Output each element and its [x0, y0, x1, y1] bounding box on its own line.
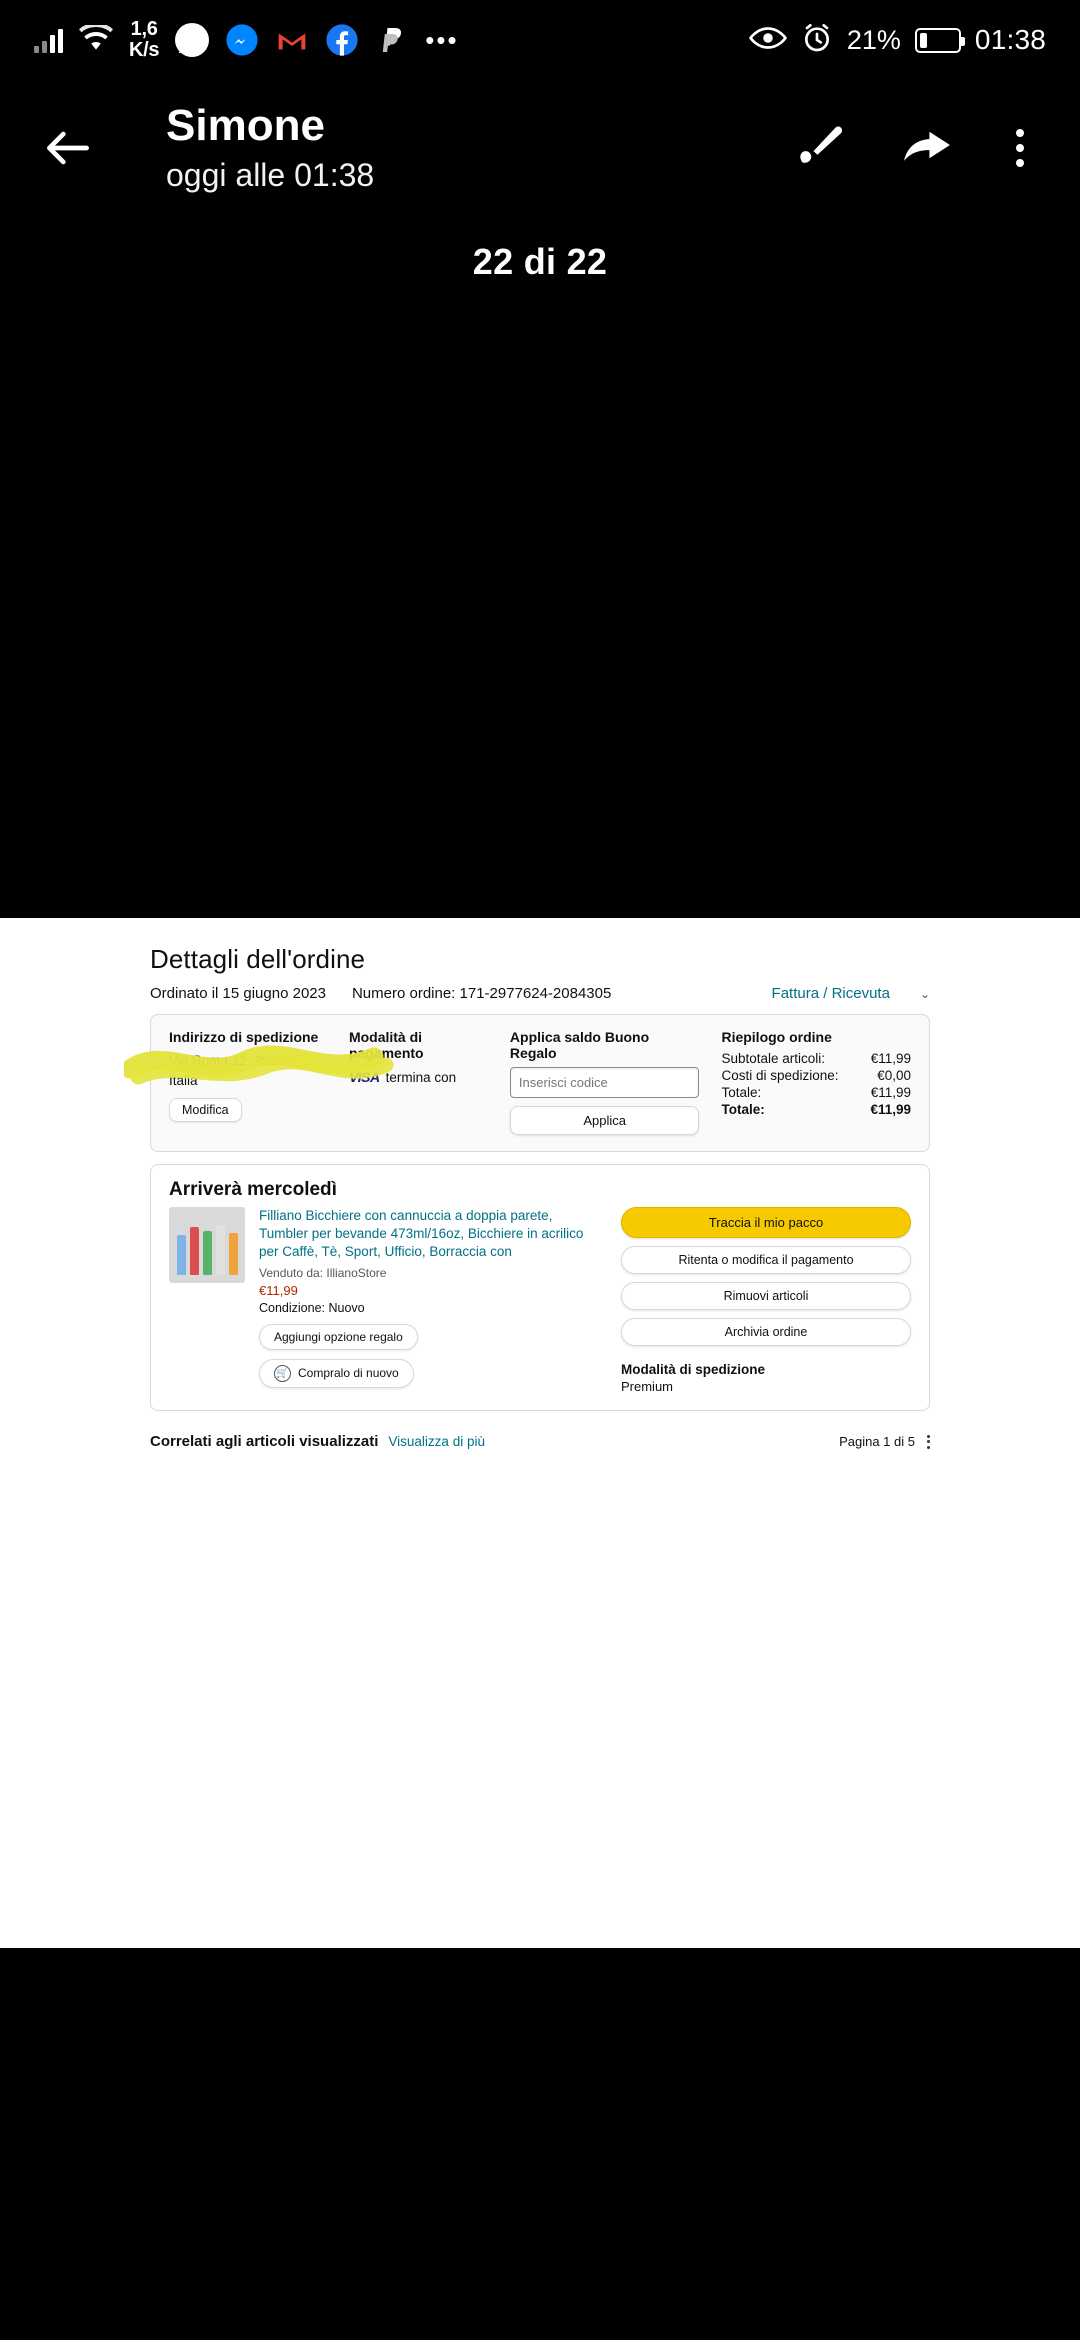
status-bar: [0, 0, 1080, 80]
related-items-more-link[interactable]: Visualizza di più: [388, 1434, 485, 1449]
apply-giftcard-button[interactable]: Applica: [510, 1106, 700, 1135]
product-thumbnail[interactable]: [169, 1207, 245, 1283]
status-clock: 01:38: [974, 24, 1046, 55]
page-counter: 22 di 22: [472, 241, 608, 282]
product-condition: Condizione: Nuovo: [259, 1300, 365, 1315]
order-summary-column: [721, 1029, 911, 1135]
markup-brush-icon[interactable]: [792, 117, 848, 178]
remove-items-button[interactable]: Rimuovi articoli: [621, 1282, 911, 1310]
summary-row-subtotal: [721, 1051, 911, 1066]
add-gift-option-button[interactable]: [259, 1324, 418, 1350]
messenger-icon: [225, 23, 259, 57]
invoice-link[interactable]: Fattura / Ricevuta: [771, 985, 890, 1002]
giftcard-column: [510, 1029, 700, 1135]
edit-address-button[interactable]: Modifica: [169, 1098, 242, 1122]
summary-grandtotal-label: Totale:: [721, 1102, 765, 1117]
track-package-button[interactable]: Traccia il mio pacco: [621, 1207, 911, 1238]
summary-row-total: [721, 1085, 911, 1100]
paypal-icon: [375, 23, 409, 57]
back-arrow-icon[interactable]: [40, 120, 96, 176]
product-seller: Venduto da: IllianoStore: [259, 1265, 387, 1280]
product-info: [259, 1207, 603, 1394]
payment-method-column: [349, 1029, 488, 1135]
payment-method-value: [349, 1067, 488, 1088]
giftcard-header: Applica saldo Buono Regalo: [509, 1029, 650, 1061]
eye-icon: [749, 25, 787, 56]
shipping-address-column: [169, 1029, 327, 1135]
archive-order-button[interactable]: Archivia ordine: [621, 1318, 911, 1346]
alarm-icon: [801, 22, 833, 59]
network-speed-unit: K/s: [129, 39, 160, 61]
status-bar-right: [749, 22, 1046, 59]
product-price: €11,99: [259, 1282, 298, 1298]
related-page-indicator: Pagina 1 di 5: [839, 1434, 915, 1449]
order-date: Ordinato il 15 giugno 2023: [150, 985, 326, 1002]
battery-icon: [915, 28, 961, 53]
gift-option-label: Aggiungi opzione regalo: [274, 1329, 403, 1344]
order-meta-row: [150, 985, 930, 1002]
screenshot-image[interactable]: [0, 918, 1080, 1948]
cart-icon: 🛒: [274, 1365, 291, 1382]
related-items-label: Correlati agli articoli visualizzati: [150, 1433, 379, 1450]
summary-shipping-label: Costi di spedizione:: [721, 1068, 839, 1083]
retry-payment-button[interactable]: Ritenta o modifica il pagamento: [621, 1246, 911, 1274]
buy-again-label: Compralo di nuovo: [298, 1366, 399, 1381]
buy-again-button[interactable]: [259, 1359, 414, 1388]
network-speed-indicator: [129, 19, 159, 61]
shipping-address-header: Indirizzo di spedizione: [169, 1029, 319, 1045]
summary-row-grandtotal: [721, 1102, 911, 1117]
shipment-actions: [621, 1207, 911, 1394]
payment-ending-text: termina con: [385, 1070, 457, 1085]
shipping-mode-header: Modalità di spedizione: [621, 1362, 766, 1377]
app-bar: [0, 80, 1080, 215]
summary-subtotal-label: Subtotale articoli:: [721, 1051, 826, 1066]
shipping-address-redacted: Via Roma 12, 20100: [169, 1051, 292, 1071]
order-summary-header: Riepilogo ordine: [721, 1029, 832, 1045]
overflow-menu-icon[interactable]: [1006, 121, 1034, 175]
shipping-country: Italia: [169, 1072, 198, 1088]
summary-total-label: Totale:: [721, 1085, 762, 1100]
giftcard-code-input[interactable]: [510, 1067, 700, 1098]
app-bar-actions: [792, 116, 1040, 179]
whatsapp-icon: [175, 23, 209, 57]
order-number: Numero ordine: 171-2977624-2084305: [351, 985, 612, 1002]
shipping-mode-value: Premium: [621, 1379, 674, 1394]
summary-grandtotal-value: €11,99: [870, 1102, 911, 1117]
summary-shipping-value: €0,00: [877, 1068, 911, 1083]
shipment-card: [150, 1164, 930, 1411]
summary-total-value: €11,99: [870, 1085, 911, 1100]
page-title: Simone: [166, 101, 325, 151]
summary-row-shipping: [721, 1068, 911, 1083]
header-titles: [166, 101, 762, 193]
product-title-link[interactable]: Filliano Bicchiere con cannuccia a doppia parete, Tumbler per bevande 473ml/16oz, Bicchiere in acrilico per Caffè, Tè, Sport, Ufficio, Borraccia con: [259, 1208, 584, 1260]
page-subtitle: oggi alle 01:38: [166, 156, 375, 193]
facebook-icon: [325, 23, 359, 57]
signal-strength-icon: [34, 27, 63, 53]
delivery-estimate: Arriverà mercoledì: [169, 1179, 337, 1200]
status-bar-left: [34, 19, 459, 61]
wifi-icon: [79, 25, 113, 56]
order-summary-card: [150, 1014, 930, 1152]
related-overflow-menu-icon[interactable]: [927, 1435, 930, 1449]
share-arrow-icon[interactable]: [898, 116, 956, 179]
order-details-heading: Dettagli dell'ordine: [150, 944, 366, 974]
battery-percent: 21%: [846, 24, 901, 55]
gmail-icon: [275, 23, 309, 57]
chevron-down-icon[interactable]: ⌄: [919, 986, 930, 1001]
related-items-row: [150, 1433, 930, 1472]
more-icons: •••: [425, 25, 459, 55]
payment-method-header: Modalità di pagamento: [348, 1029, 424, 1061]
network-speed-value: 1,6: [130, 18, 158, 40]
summary-subtotal-value: €11,99: [870, 1051, 911, 1066]
visa-logo: VISA: [348, 1069, 380, 1085]
